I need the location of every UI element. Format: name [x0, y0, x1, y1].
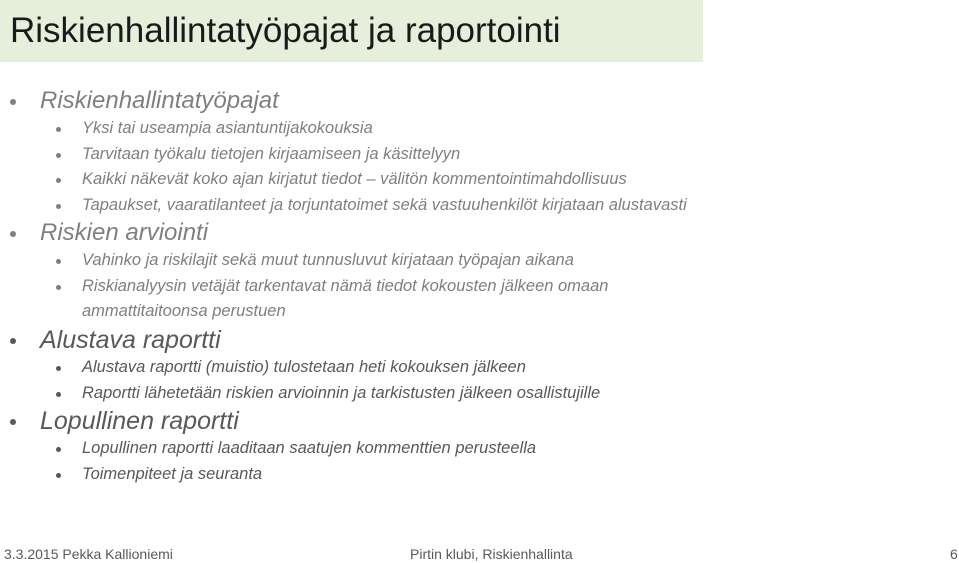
footer-page-number: 6	[950, 546, 958, 562]
section-heading-text: Lopullinen raportti	[40, 407, 239, 435]
list-item-text: Alustava raportti (muistio) tulostetaan heti kokouksen jälkeen	[82, 358, 526, 376]
section-heading-text: Riskienhallintatyöpajat	[40, 87, 279, 114]
list-item-continuation	[0, 299, 959, 325]
section-heading-alustava-raportti	[0, 325, 959, 355]
bullet-icon	[56, 127, 61, 132]
bullet-icon	[10, 338, 16, 344]
section-heading-lopullinen-raportti	[0, 406, 959, 436]
bullet-icon	[56, 285, 61, 290]
list-item-text: Lopullinen raportti laaditaan saatujen kommenttien perusteella	[82, 439, 537, 457]
list-item	[0, 355, 959, 381]
list-item-text: Riskianalyysin vetäjät tarkentavat nämä tiedot kokousten jälkeen omaan	[82, 276, 609, 295]
list-item	[0, 142, 959, 168]
section-heading-text: Alustava raportti	[40, 326, 221, 354]
list-item	[0, 462, 959, 488]
slide-content	[0, 86, 959, 487]
bullet-icon	[10, 231, 16, 237]
bullet-icon	[56, 447, 61, 452]
bullet-icon	[10, 99, 16, 105]
list-item-text: Tarvitaan työkalu tietojen kirjaamiseen ja käsittelyyn	[82, 144, 461, 163]
section-heading-riskienhallintatyopajat	[0, 86, 959, 116]
list-item	[0, 193, 959, 219]
list-item	[0, 274, 959, 300]
bullet-icon	[56, 178, 61, 183]
list-item-text: Tapaukset, vaaratilanteet ja torjuntatoimet sekä vastuuhenkilöt kirjataan alustavasti	[82, 195, 687, 214]
list-item	[0, 381, 959, 407]
bullet-icon	[10, 419, 16, 425]
list-item	[0, 116, 959, 142]
list-item-text: Toimenpiteet ja seuranta	[82, 464, 263, 483]
list-item	[0, 167, 959, 193]
footer-date-author: 3.3.2015 Pekka Kallioniemi	[4, 546, 173, 562]
list-item-text: Vahinko ja riskilajit sekä muut tunnusluvut kirjataan työpajan aikana	[82, 251, 574, 269]
list-item-text: Kaikki näkevät koko ajan kirjatut tiedot – välitön kommentointimahdollisuus	[82, 170, 627, 188]
section-heading-riskien-arviointi	[0, 218, 959, 248]
list-item	[0, 436, 959, 462]
list-item-text: Yksi tai useampia asiantuntijakokouksia	[82, 119, 373, 137]
list-item-text: Raportti lähetetään riskien arvioinnin ja tarkistusten jälkeen osallistujille	[82, 383, 601, 402]
slide-title: Riskienhallintatyöpajat ja raportointi	[10, 11, 561, 50]
bullet-icon	[56, 366, 61, 371]
bullet-icon	[56, 204, 61, 209]
bullet-icon	[56, 259, 61, 264]
list-item-text: ammattitaitoonsa perustuen	[82, 302, 286, 320]
footer-presentation-name: Pirtin klubi, Riskienhallinta	[410, 546, 573, 562]
bullet-icon	[56, 473, 61, 478]
list-item	[0, 248, 959, 274]
bullet-icon	[56, 392, 61, 397]
bullet-icon	[56, 153, 61, 158]
section-heading-text: Riskien arviointi	[40, 219, 209, 246]
